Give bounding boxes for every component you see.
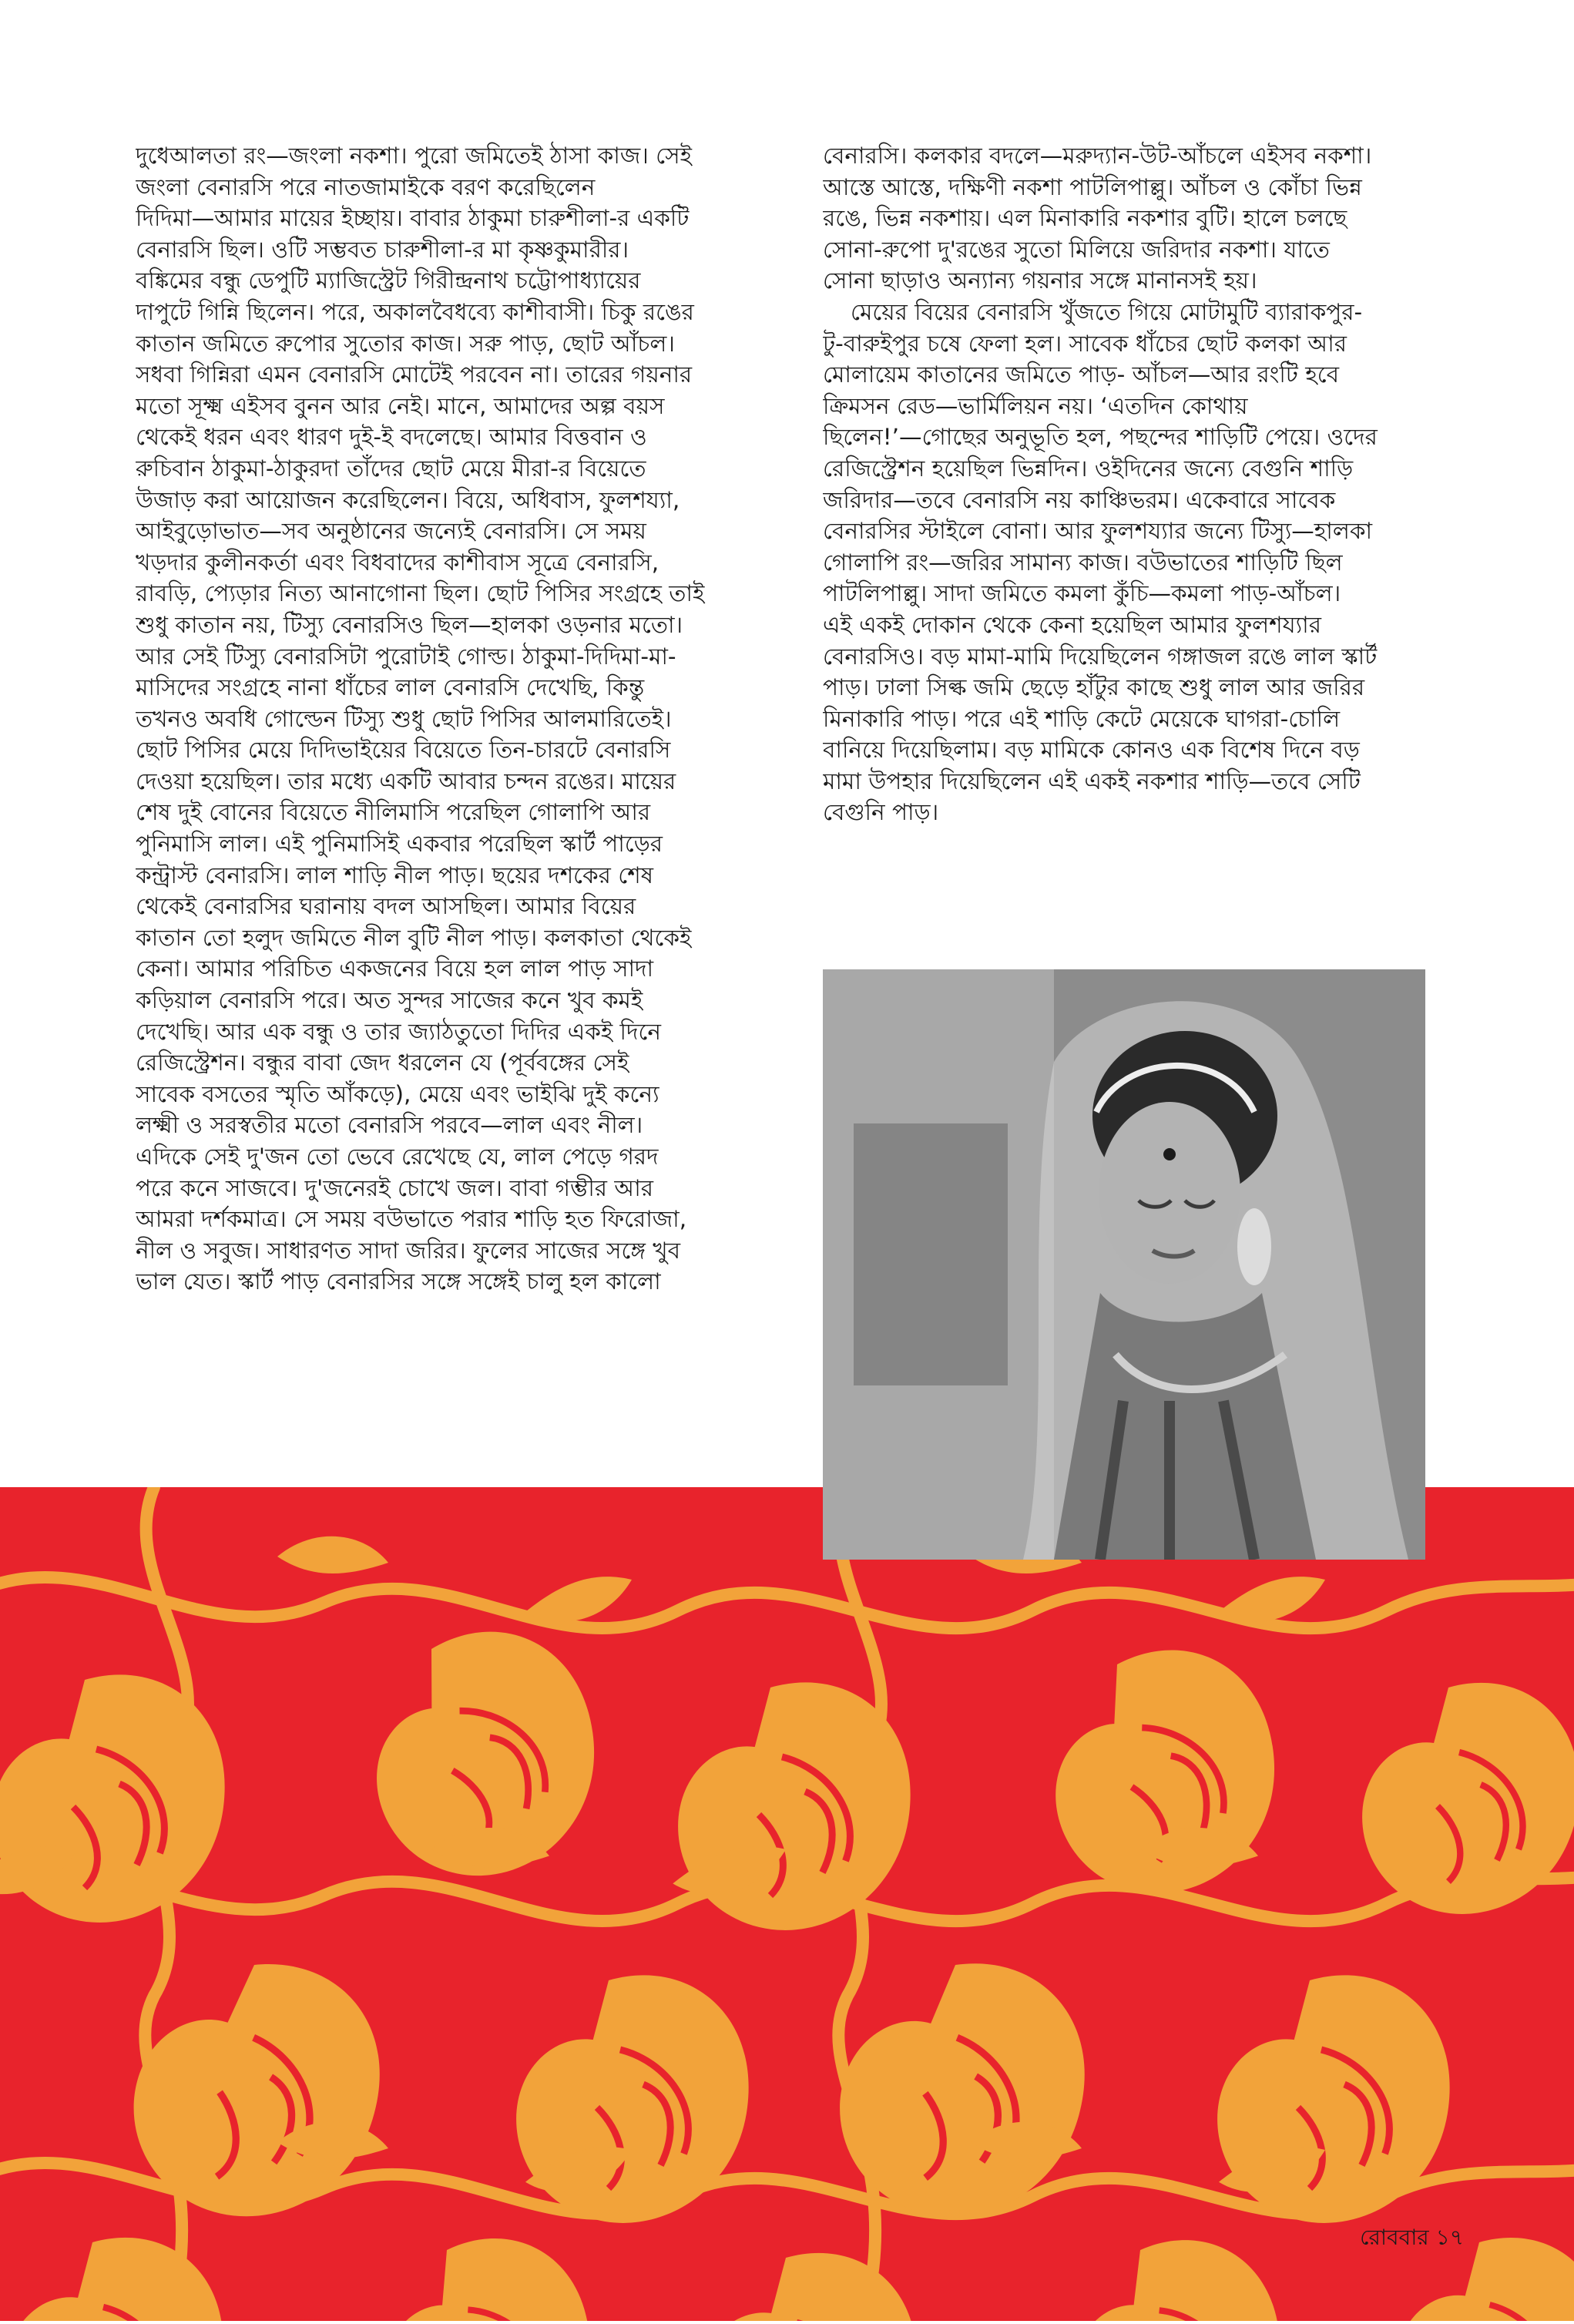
text-line: সাবেক বসতের স্মৃতি আঁকড়ে), মেয়ে এবং ভাইঝি দুই কন্যে [136,1080,659,1107]
text-line: উজাড় করা আয়োজন করেছিলেন। বিয়ে, অধিবাস, ফুলশয্যা, [136,486,680,513]
text-line: টু-বারুইপুর চষে ফেলা হল। সাবেক ধাঁচের ছোট কলকা আর [823,330,1347,357]
text-line: শেষ দুই বোনের বিয়েতে নীলিমাসি পরেছিল গোলাপি আর [136,799,651,826]
text-line: এদিকে সেই দু'জন তো ভেবে রেখেছে যে, লাল পেড়ে গরদ [136,1144,659,1170]
text-line: গোলাপি রং—জরির সামান্য কাজ। বউভাতের শাড়িটি ছিল [823,549,1343,576]
text-line: বঙ্কিমের বন্ধু ডেপুটি ম্যাজিস্ট্রেট গিরীন্দ্রনাথ চট্টোপাধ্যায়ের [136,267,641,294]
text-line: কড়িয়াল বেনারসি পরে। অত সুন্দর সাজের কনে খুব কমই [136,987,643,1014]
text-line: তখনও অবধি গোল্ডেন টিস্যু শুধু ছোট পিসির আলমারিতেই। [136,705,672,732]
paisley-pattern [0,1487,1574,2321]
text-line: মোলায়েম কাতানের জমিতে পাড়- আঁচল—আর রংটি হবে [823,361,1340,388]
text-line: ক্রিমসন রেড—ভার্মিলিয়ন নয়। ‘এতদিন কোথায় [823,392,1248,419]
text-line: লক্ষ্মী ও সরস্বতীর মতো বেনারসি পরবে—লাল এবং নীল। [136,1112,643,1139]
text-line: কেনা। আমার পরিচিত একজনের বিয়ে হল লাল পাড় সাদা [136,955,654,982]
article-left-column [136,140,721,1298]
text-line: জরিদার—তবে বেনারসি নয় কাঞ্চিভরম। একেবারে সাবেক [823,486,1336,513]
text-line: বেনারসির স্টাইলে বোনা। আর ফুলশয্যার জন্যে টিস্যু—হালকা [823,518,1373,545]
text-line: বেনারসিও। বড় মামা-মামি দিয়েছিলেন গঙ্গাজল রঙে লাল স্কার্ট [823,643,1378,670]
text-line: মামা উপহার দিয়েছিলেন এই একই নকশার শাড়ি—তবে সেটি [823,767,1361,794]
text-line: সোনা ছাড়াও অন্যান্য গয়নার সঙ্গে মানানসই হয়। [823,267,1257,294]
text-line: মাসিদের সংগ্রহে নানা ধাঁচের লাল বেনারসি দেখেছি, কিন্তু [136,674,645,701]
text-line: আস্তে আস্তে, দক্ষিণী নকশা পাটলিপাল্লু। আঁচল ও কোঁচা ভিন্ন [823,173,1362,200]
text-line: পাড়। ঢালা সিল্ক জমি ছেড়ে হাঁটুর কাছে শুধু লাল আর জরির [823,674,1365,701]
text-line: থেকেই বেনারসির ঘরানায় বদল আসছিল। আমার বিয়ের [136,893,636,920]
text-line: ভাল যেত। স্কার্ট পাড় বেনারসির সঙ্গে সঙ্গেই চালু হল কালো [136,1268,661,1295]
bride-photo [823,969,1425,1560]
text-line: দিদিমা—আমার মায়ের ইচ্ছায়। বাবার ঠাকুমা চারুশীলা-র একটি [136,205,690,232]
text-line: কাতান জমিতে রুপোর সুতোর কাজ। সরু পাড়, ছোট আঁচল। [136,330,675,357]
text-line: আইবুড়োভাত—সব অনুষ্ঠানের জন্যেই বেনারসি। সে সময় [136,518,646,545]
text-line: এই একই দোকান থেকে কেনা হয়েছিল আমার ফুলশয্যার [823,611,1321,638]
text-line: কন্ট্রাস্ট বেনারসি। লাল শাড়ি নীল পাড়। ছয়ের দশকের শেষ [136,861,653,888]
text-line: জংলা বেনারসি পরে নাতজামাইকে বরণ করেছিলেন [136,173,596,200]
text-line: রেজিস্ট্রেশন। বন্ধুর বাবা জেদ ধরলেন যে (পূর্ববঙ্গের সেই [136,1049,629,1076]
text-line: বানিয়ে দিয়েছিলাম। বড় মামিকে কোনও এক বিশেষ দিনে বড় [823,737,1360,764]
text-line: আর সেই টিস্যু বেনারসিটা পুরোটাই গোল্ড। ঠাকুমা-দিদিমা-মা- [136,643,676,670]
bride-portrait-image [823,969,1425,1560]
text-line: রুচিবান ঠাকুমা-ঠাকুরদা তাঁদের ছোট মেয়ে মীরা-র বিয়েতে [136,455,646,482]
text-line: খড়দার কুলীনকর্তা এবং বিধবাদের কাশীবাস সূত্রে বেনারসি, [136,549,659,576]
text-line: শুধু কাতান নয়, টিস্যু বেনারসিও ছিল—হালকা ওড়নার মতো। [136,611,683,638]
text-line: কাতান তো হলুদ জমিতে নীল বুটি নীল পাড়। কলকাতা থেকেই [136,924,692,951]
text-line: সধবা গিন্নিরা এমন বেনারসি মোটেই পরবেন না। তারের গয়নার [136,361,693,388]
page-folio: রোববার ১৭ [1360,2225,1464,2250]
text-line: বেনারসি ছিল। ওটি সম্ভবত চারুশীলা-র মা কৃষ্ণকুমারীর। [136,236,629,263]
text-line: বেগুনি পাড়। [823,799,939,826]
text-line: পরে কনে সাজবে। দু'জনেরই চোখে জল। বাবা গম্ভীর আর [136,1174,654,1201]
text-line: মিনাকারি পাড়। পরে এই শাড়ি কেটে মেয়েকে ঘাগরা-চোলি [823,705,1341,732]
text-line: দেখেছি। আর এক বন্ধু ও তার জ্যাঠতুতো দিদির একই দিনে [136,1018,661,1045]
text-line: থেকেই ধরন এবং ধারণ দুই-ই বদলেছে। আমার বিত্তবান ও [136,424,647,451]
text-line: দাপুটে গিন্নি ছিলেন। পরে, অকালবৈধব্যে কাশীবাসী। চিকু রঙের [136,298,694,325]
saree-pattern-background [0,1487,1574,2321]
article-right-column [823,140,1455,828]
text-line: মতো সূক্ষ্ম এইসব বুনন আর নেই। মানে, আমাদের অল্প বয়স [136,392,665,419]
text-line: রাবড়ি, প্যেড়ার নিত্য আনাগোনা ছিল। ছোট পিসির সংগ্রহে তাই [136,580,705,607]
text-line: মেয়ের বিয়ের বেনারসি খুঁজতে গিয়ে মোটামুটি ব্যারাকপুর- [851,298,1363,325]
text-line: দুধেআলতা রং—জংলা নকশা। পুরো জমিতেই ঠাসা কাজ। সেই [136,143,692,169]
text-line: রেজিস্ট্রেশন হয়েছিল ভিন্নদিন। ওইদিনের জন্যে বেগুনি শাড়ি [823,455,1354,482]
text-line: নীল ও সবুজ। সাধারণত সাদা জরির। ফুলের সাজের সঙ্গে খুব [136,1237,681,1264]
text-line: পাটলিপাল্লু। সাদা জমিতে কমলা কুঁচি—কমলা পাড়-আঁচল। [823,580,1341,607]
text-line: পুনিমাসি লাল। এই পুনিমাসিই একবার পরেছিল স্কার্ট পাড়ের [136,831,663,858]
text-line: ছিলেন!’—গোছের অনুভূতি হল, পছন্দের শাড়িটি পেয়ে। ওদের [823,424,1378,451]
text-line: আমরা দর্শকমাত্র। সে সময় বউভাতে পরার শাড়ি হত ফিরোজা, [136,1206,687,1233]
text-line: দেওয়া হয়েছিল। তার মধ্যে একটি আবার চন্দন রঙের। মায়ের [136,767,676,794]
text-line: সোনা-রুপো দু'রঙের সুতো মিলিয়ে জরিদার নকশা। যাতে [823,236,1330,263]
text-line: ছোট পিসির মেয়ে দিদিভাইয়ের বিয়েতে তিন-চারটে বেনারসি [136,737,671,764]
text-line: রঙে, ভিন্ন নকশায়। এল মিনাকারি নকশার বুটি। হালে চলছে [823,205,1347,232]
text-line: বেনারসি। কলকার বদলে—মরুদ্যান-উট-আঁচলে এইসব নকশা। [823,143,1372,169]
